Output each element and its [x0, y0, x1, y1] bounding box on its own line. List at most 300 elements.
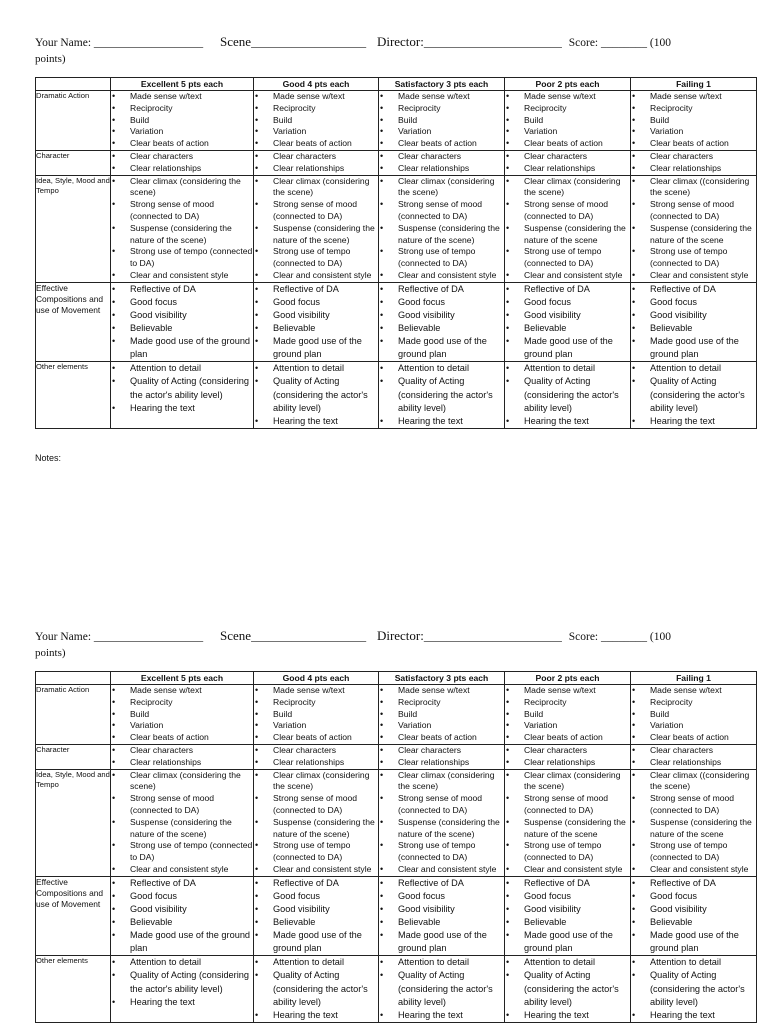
rating-cell[interactable]: [505, 91, 631, 151]
criteria-item: • Clear characters: [505, 151, 630, 163]
criteria-item: • Attention to detail: [379, 362, 504, 375]
criteria-item: • Strong sense of mood (connected to DA): [111, 793, 253, 817]
rating-column-header: Satisfactory 3 pts each: [379, 672, 505, 685]
rating-cell[interactable]: [379, 956, 505, 1022]
director-field[interactable]: ________________________: [423, 631, 562, 643]
scene-label: Scene: [220, 34, 252, 49]
criteria-label: Other elements: [36, 362, 111, 428]
criteria-item: • Made good use of the ground plan: [505, 929, 630, 955]
criteria-item: • Made sense w/text: [379, 91, 504, 103]
criteria-item: • Clear characters: [505, 745, 630, 757]
criteria-item: • Variation: [505, 720, 630, 732]
criteria-item: • Reflective of DA: [505, 283, 630, 296]
criteria-item: • Clear characters: [379, 151, 504, 163]
criteria-item: • Believable: [379, 916, 504, 929]
criteria-item: • Strong sense of mood (connected to DA): [254, 199, 378, 223]
criteria-item: • Good focus: [254, 890, 378, 903]
criteria-item: • Good visibility: [111, 309, 253, 322]
criteria-item: • Believable: [254, 916, 378, 929]
criteria-item: • Clear relationships: [505, 163, 630, 175]
criteria-list: [111, 151, 253, 175]
criteria-item: • Strong use of tempo (connected to DA): [631, 246, 756, 270]
criteria-item: • Hearing the text: [254, 1009, 378, 1022]
criteria-item: • Strong sense of mood (connected to DA): [111, 199, 253, 223]
criteria-list: [379, 956, 504, 1021]
criteria-item: • Made good use of the ground plan: [379, 335, 504, 361]
criteria-item: • Clear climax ((considering the scene): [631, 176, 756, 200]
criteria-list: [111, 283, 253, 362]
criteria-list: [631, 770, 756, 876]
criteria-item: • Strong sense of mood (connected to DA): [379, 199, 504, 223]
criteria-item: • Clear and consistent style: [505, 270, 630, 282]
criteria-item: • Suspense (considering the nature of the scene: [505, 817, 630, 841]
criteria-item: • Clear beats of action: [254, 138, 378, 150]
rating-cell[interactable]: [631, 282, 757, 362]
score-label: Score:: [568, 631, 599, 643]
criteria-item: • Attention to detail: [254, 362, 378, 375]
criteria-item: • Attention to detail: [379, 956, 504, 969]
criteria-item: • Variation: [111, 126, 253, 138]
criteria-item: • Attention to detail: [254, 956, 378, 969]
criteria-list: [379, 745, 504, 769]
rubric-header-row: [36, 672, 757, 685]
criteria-item: • Believable: [111, 322, 253, 335]
criteria-label: Character: [36, 744, 111, 769]
criteria-item: • Made sense w/text: [254, 685, 378, 697]
scene-field[interactable]: ____________________: [251, 37, 367, 49]
rating-cell[interactable]: [379, 91, 505, 151]
criteria-list: [379, 283, 504, 362]
rating-column-header: Excellent 5 pts each: [111, 672, 254, 685]
criteria-item: • Clear and consistent style: [379, 864, 504, 876]
rating-cell[interactable]: [379, 150, 505, 175]
rating-cell[interactable]: [631, 876, 757, 956]
rubric-sheet-bottom: [35, 628, 756, 1020]
criteria-item: • Clear beats of action: [379, 138, 504, 150]
criteria-list: [111, 956, 253, 1008]
criteria-item: • Strong use of tempo (connected to DA): [379, 246, 504, 270]
criteria-item: • Suspense (considering the nature of the scene): [254, 223, 378, 247]
rating-cell[interactable]: [379, 685, 505, 745]
rating-cell[interactable]: [254, 175, 379, 282]
rating-column-header: Poor 2 pts each: [505, 672, 631, 685]
rating-cell[interactable]: [111, 362, 254, 428]
criteria-item: • Strong use of tempo (connected to DA): [254, 840, 378, 864]
criteria-list: [379, 877, 504, 956]
criteria-item: • Variation: [505, 126, 630, 138]
criteria-item: • Strong use of tempo (connected to DA): [254, 246, 378, 270]
criteria-item: • Clear characters: [111, 151, 253, 163]
criteria-list: [254, 770, 378, 876]
criteria-item: • Hearing the text: [631, 1009, 756, 1022]
director-label: Director:: [376, 34, 424, 49]
criteria-item: • Reciprocity: [111, 697, 253, 709]
criteria-item: • Made good use of the ground plan: [254, 929, 378, 955]
criteria-item: • Hearing the text: [254, 415, 378, 428]
scene-field[interactable]: ____________________: [251, 631, 367, 643]
rating-cell[interactable]: [254, 769, 379, 876]
criteria-item: • Made sense w/text: [379, 685, 504, 697]
criteria-list: [111, 91, 253, 150]
rating-cell[interactable]: [505, 362, 631, 428]
criteria-item: • Clear and consistent style: [111, 864, 253, 876]
criteria-item: • Quality of Acting (considering the actor's ability level): [505, 375, 630, 414]
rating-cell[interactable]: [631, 91, 757, 151]
criteria-item: • Clear beats of action: [111, 138, 253, 150]
criteria-item: • Believable: [111, 916, 253, 929]
criteria-item: • Clear characters: [254, 745, 378, 757]
criteria-item: • Clear beats of action: [111, 732, 253, 744]
criteria-item: • Reciprocity: [631, 697, 756, 709]
criteria-item: • Reciprocity: [505, 103, 630, 115]
criteria-item: • Strong use of tempo (connected to DA): [379, 840, 504, 864]
criteria-item: • Reflective of DA: [254, 877, 378, 890]
rating-cell[interactable]: [254, 956, 379, 1022]
rating-cell[interactable]: [505, 282, 631, 362]
name-label: Your Name:: [35, 631, 92, 643]
rating-cell[interactable]: [111, 175, 254, 282]
criteria-item: • Strong use of tempo (connected to DA): [505, 840, 630, 864]
criteria-item: • Good focus: [631, 890, 756, 903]
criteria-item: • Clear relationships: [631, 757, 756, 769]
rating-column-header: Failing 1: [631, 78, 757, 91]
criteria-item: • Made good use of the ground plan: [505, 335, 630, 361]
rating-cell[interactable]: [379, 744, 505, 769]
criteria-list: [505, 685, 630, 744]
name-field[interactable]: ___________________: [93, 631, 204, 643]
criteria-item: • Quality of Acting (considering the actor's ability level): [631, 375, 756, 414]
rating-cell[interactable]: [631, 956, 757, 1022]
criteria-item: • Clear relationships: [111, 163, 253, 175]
criteria-list: [379, 362, 504, 427]
rubric-table: [35, 671, 757, 1023]
criteria-list: [505, 151, 630, 175]
criteria-list: [505, 362, 630, 427]
rating-cell[interactable]: [111, 685, 254, 745]
criteria-item: • Variation: [379, 720, 504, 732]
criteria-item: • Hearing the text: [505, 415, 630, 428]
rating-cell[interactable]: [505, 769, 631, 876]
criteria-item: • Quality of Acting (considering the actor's ability level): [505, 969, 630, 1008]
rating-column-header: Good 4 pts each: [254, 78, 379, 91]
rating-cell[interactable]: [111, 91, 254, 151]
points-label: points): [35, 647, 66, 659]
criteria-item: • Clear beats of action: [631, 138, 756, 150]
criteria-item: • Reflective of DA: [111, 283, 253, 296]
criteria-list: [254, 91, 378, 150]
criteria-item: • Strong sense of mood (connected to DA): [505, 199, 630, 223]
criteria-item: • Suspense (considering the nature of the scene): [254, 817, 378, 841]
criteria-item: • Clear and consistent style: [111, 270, 253, 282]
criteria-item: • Clear beats of action: [254, 732, 378, 744]
name-field[interactable]: ___________________: [93, 37, 204, 49]
criteria-item: • Strong use of tempo (connected to DA): [111, 246, 253, 270]
director-field[interactable]: ________________________: [423, 37, 562, 49]
criteria-item: • Clear characters: [631, 151, 756, 163]
criteria-item: • Quality of Acting (considering the actor's ability level): [379, 375, 504, 414]
header-line: [35, 628, 756, 645]
criteria-item: • Made sense w/text: [631, 685, 756, 697]
criteria-item: • Variation: [631, 126, 756, 138]
rating-cell[interactable]: [111, 282, 254, 362]
criteria-item: • Made good use of the ground plan: [379, 929, 504, 955]
criteria-list: [379, 91, 504, 150]
rating-cell[interactable]: [111, 769, 254, 876]
rubric-row: [36, 282, 757, 362]
criteria-item: • Suspense (considering the nature of the scene: [505, 223, 630, 247]
criteria-item: • Variation: [631, 720, 756, 732]
criteria-list: [254, 362, 378, 427]
rubric-row: [36, 362, 757, 428]
criteria-list: [111, 685, 253, 744]
criteria-item: • Reciprocity: [254, 697, 378, 709]
rubric-row: [36, 685, 757, 745]
criteria-label: Character: [36, 150, 111, 175]
rating-column-header: Poor 2 pts each: [505, 78, 631, 91]
criteria-item: • Clear relationships: [111, 757, 253, 769]
criteria-item: • Strong sense of mood (connected to DA): [379, 793, 504, 817]
criteria-item: • Made good use of the ground plan: [631, 929, 756, 955]
criteria-list: [505, 770, 630, 876]
criteria-item: • Clear climax (considering the scene): [505, 176, 630, 200]
rating-cell[interactable]: [254, 876, 379, 956]
criteria-item: • Believable: [631, 322, 756, 335]
criteria-item: • Believable: [631, 916, 756, 929]
criteria-item: • Build: [379, 115, 504, 127]
criteria-item: • Reflective of DA: [505, 877, 630, 890]
criteria-item: • Suspense (considering the nature of the scene): [111, 223, 253, 247]
criteria-item: • Reciprocity: [505, 697, 630, 709]
criteria-header: [36, 672, 111, 685]
rating-cell[interactable]: [505, 956, 631, 1022]
criteria-list: [631, 745, 756, 769]
criteria-item: • Strong sense of mood (connected to DA): [631, 793, 756, 817]
points-label: points): [35, 53, 66, 65]
rating-cell[interactable]: [379, 769, 505, 876]
rubric-row: [36, 744, 757, 769]
rating-cell[interactable]: [631, 175, 757, 282]
rating-cell[interactable]: [254, 150, 379, 175]
criteria-item: • Good focus: [505, 890, 630, 903]
criteria-item: • Believable: [254, 322, 378, 335]
criteria-list: [379, 151, 504, 175]
criteria-item: • Build: [631, 115, 756, 127]
criteria-item: • Build: [111, 115, 253, 127]
criteria-item: • Suspense (considering the nature of the scene): [379, 817, 504, 841]
criteria-item: • Attention to detail: [631, 362, 756, 375]
criteria-item: • Attention to detail: [111, 362, 253, 375]
rating-column-header: Excellent 5 pts each: [111, 78, 254, 91]
criteria-item: • Made good use of the ground plan: [254, 335, 378, 361]
criteria-item: • Clear relationships: [254, 757, 378, 769]
header-line: [35, 34, 756, 51]
points-open: (100: [649, 37, 671, 49]
criteria-list: [254, 151, 378, 175]
criteria-item: • Clear characters: [379, 745, 504, 757]
criteria-list: [111, 176, 253, 282]
criteria-item: • Clear and consistent style: [505, 864, 630, 876]
criteria-item: • Attention to detail: [631, 956, 756, 969]
criteria-item: • Build: [111, 709, 253, 721]
rating-cell[interactable]: [631, 744, 757, 769]
criteria-item: • Good visibility: [379, 309, 504, 322]
criteria-list: [254, 176, 378, 282]
scene-label: Scene: [220, 628, 252, 643]
criteria-item: • Clear beats of action: [505, 138, 630, 150]
criteria-item: • Made sense w/text: [111, 685, 253, 697]
criteria-label: Dramatic Action: [36, 685, 111, 745]
criteria-item: • Quality of Acting (considering the actor's ability level): [111, 969, 253, 995]
criteria-item: • Reflective of DA: [254, 283, 378, 296]
criteria-list: [505, 176, 630, 282]
criteria-item: • Clear and consistent style: [254, 864, 378, 876]
criteria-list: [254, 745, 378, 769]
rating-cell[interactable]: [254, 685, 379, 745]
criteria-item: • Good visibility: [379, 903, 504, 916]
criteria-item: • Good visibility: [505, 903, 630, 916]
rating-cell[interactable]: [379, 876, 505, 956]
rating-cell[interactable]: [111, 150, 254, 175]
rating-cell[interactable]: [111, 876, 254, 956]
criteria-list: [254, 283, 378, 362]
criteria-item: • Build: [631, 709, 756, 721]
criteria-item: • Good visibility: [505, 309, 630, 322]
rating-cell[interactable]: [254, 282, 379, 362]
criteria-item: • Clear beats of action: [631, 732, 756, 744]
criteria-item: • Build: [254, 115, 378, 127]
criteria-list: [111, 362, 253, 414]
criteria-label: Idea, Style, Mood and Tempo: [36, 769, 111, 876]
criteria-item: • Good visibility: [111, 903, 253, 916]
criteria-item: • Clear and consistent style: [631, 864, 756, 876]
criteria-item: • Suspense (considering the nature of the scene): [111, 817, 253, 841]
criteria-list: [254, 685, 378, 744]
rating-cell[interactable]: [505, 175, 631, 282]
criteria-list: [254, 956, 378, 1021]
rating-cell[interactable]: [379, 362, 505, 428]
criteria-item: • Reflective of DA: [631, 877, 756, 890]
criteria-list: [631, 685, 756, 744]
rating-cell[interactable]: [254, 744, 379, 769]
criteria-item: • Hearing the text: [379, 415, 504, 428]
rating-cell[interactable]: [505, 876, 631, 956]
criteria-item: • Good focus: [111, 296, 253, 309]
criteria-item: • Quality of Acting (considering the actor's ability level): [254, 969, 378, 1008]
criteria-item: • Made good use of the ground plan: [111, 335, 253, 361]
rating-cell[interactable]: [254, 362, 379, 428]
criteria-list: [111, 745, 253, 769]
criteria-item: • Clear and consistent style: [254, 270, 378, 282]
criteria-item: • Hearing the text: [111, 996, 253, 1009]
criteria-item: • Quality of Acting (considering the actor's ability level): [631, 969, 756, 1008]
rating-cell[interactable]: [631, 362, 757, 428]
criteria-item: • Clear climax (considering the scene): [254, 176, 378, 200]
criteria-item: • Attention to detail: [111, 956, 253, 969]
criteria-item: • Build: [254, 709, 378, 721]
criteria-item: • Reciprocity: [379, 697, 504, 709]
rating-cell[interactable]: [505, 744, 631, 769]
criteria-item: • Clear beats of action: [379, 732, 504, 744]
rubric-row: [36, 876, 757, 956]
rating-cell[interactable]: [631, 685, 757, 745]
rating-column-header: Satisfactory 3 pts each: [379, 78, 505, 91]
criteria-item: • Good focus: [254, 296, 378, 309]
criteria-item: • Good visibility: [631, 903, 756, 916]
criteria-item: • Good focus: [379, 890, 504, 903]
criteria-list: [631, 877, 756, 956]
criteria-item: • Suspense (considering the nature of the scene: [631, 223, 756, 247]
criteria-item: • Made sense w/text: [254, 91, 378, 103]
criteria-item: • Clear climax ((considering the scene): [631, 770, 756, 794]
rating-cell[interactable]: [631, 769, 757, 876]
rating-cell[interactable]: [505, 150, 631, 175]
criteria-item: • Strong sense of mood (connected to DA): [631, 199, 756, 223]
rating-cell[interactable]: [379, 175, 505, 282]
rating-cell[interactable]: [111, 956, 254, 1022]
criteria-list: [631, 283, 756, 362]
criteria-list: [111, 877, 253, 956]
rubric-row: [36, 956, 757, 1022]
criteria-item: • Believable: [379, 322, 504, 335]
criteria-item: • Clear climax (considering the scene): [111, 770, 253, 794]
score-label: Score:: [568, 37, 599, 49]
criteria-item: • Hearing the text: [379, 1009, 504, 1022]
rating-cell[interactable]: [379, 282, 505, 362]
criteria-item: • Made good use of the ground plan: [631, 335, 756, 361]
criteria-item: • Variation: [379, 126, 504, 138]
criteria-header: [36, 78, 111, 91]
criteria-item: • Build: [505, 709, 630, 721]
criteria-item: • Strong use of tempo (connected to DA): [111, 840, 253, 864]
criteria-item: • Clear climax (considering the scene): [505, 770, 630, 794]
rating-cell[interactable]: [254, 91, 379, 151]
notes-label: Notes:: [35, 453, 62, 463]
criteria-item: • Strong sense of mood (connected to DA): [505, 793, 630, 817]
criteria-label: Dramatic Action: [36, 91, 111, 151]
criteria-item: • Clear relationships: [379, 163, 504, 175]
rating-cell[interactable]: [111, 744, 254, 769]
rating-cell[interactable]: [631, 150, 757, 175]
criteria-list: [631, 176, 756, 282]
criteria-list: [631, 91, 756, 150]
criteria-label: Other elements: [36, 956, 111, 1022]
rubric-sheet-top: [35, 34, 756, 426]
criteria-item: • Reflective of DA: [111, 877, 253, 890]
criteria-item: • Reciprocity: [379, 103, 504, 115]
rubric-row: [36, 175, 757, 282]
criteria-item: • Made sense w/text: [631, 91, 756, 103]
criteria-item: • Attention to detail: [505, 956, 630, 969]
criteria-item: • Variation: [254, 720, 378, 732]
name-label: Your Name:: [35, 37, 92, 49]
criteria-item: • Made sense w/text: [505, 91, 630, 103]
score-field[interactable]: ________: [601, 37, 647, 49]
criteria-list: [505, 283, 630, 362]
criteria-label: Effective Compositions and use of Movement: [36, 282, 111, 362]
criteria-item: • Hearing the text: [631, 415, 756, 428]
criteria-item: • Reciprocity: [631, 103, 756, 115]
rubric-table: [35, 77, 757, 429]
criteria-list: [505, 91, 630, 150]
score-field[interactable]: ________: [601, 631, 647, 643]
criteria-list: [379, 176, 504, 282]
criteria-item: • Good visibility: [254, 309, 378, 322]
criteria-item: • Quality of Acting (considering the actor's ability level): [111, 375, 253, 401]
criteria-item: • Made good use of the ground plan: [111, 929, 253, 955]
rating-cell[interactable]: [505, 685, 631, 745]
criteria-item: • Strong use of tempo (connected to DA): [505, 246, 630, 270]
rubric-row: [36, 91, 757, 151]
